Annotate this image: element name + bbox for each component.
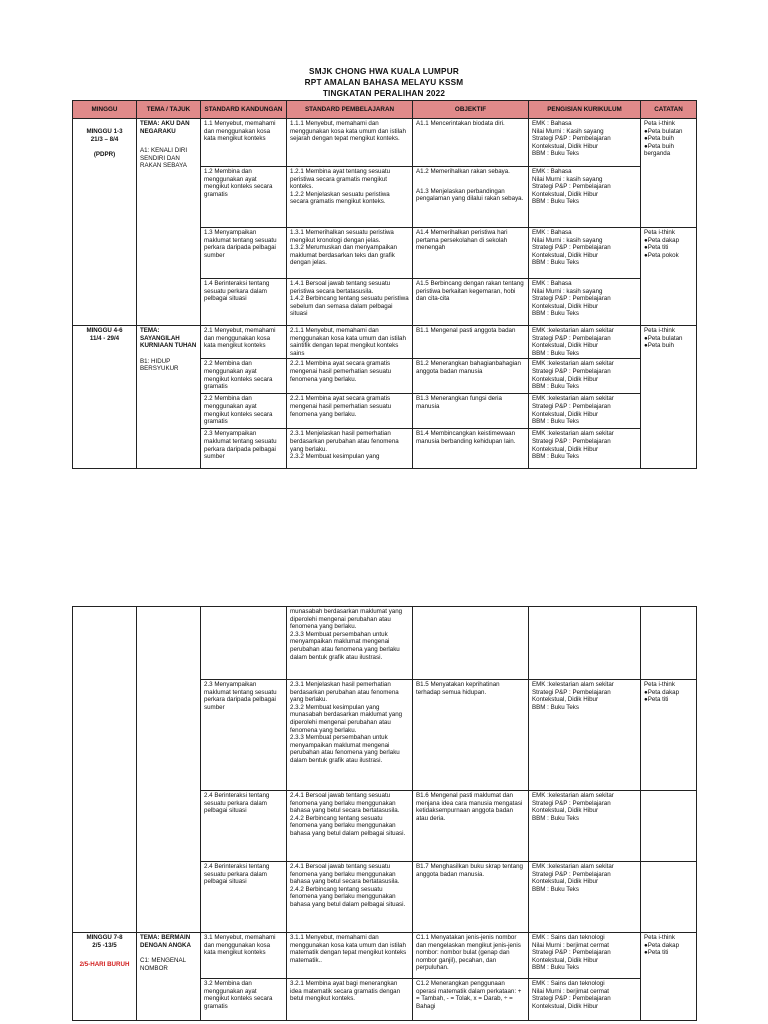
col-header: MINGGU <box>73 101 137 119</box>
notes-cell <box>641 607 697 680</box>
curriculum-line: Strategi P&P : Pembelajaran <box>532 437 611 445</box>
objective-cell <box>413 167 529 228</box>
week-label: MINGGU 4-6 <box>86 327 123 334</box>
notes-line: Peta i-think <box>644 229 675 236</box>
curriculum-line: Strategi P&P : Pembelajaran <box>532 295 611 303</box>
notes-line: Peta i-think <box>644 681 675 688</box>
topic-title: C1: MENGENAL NOMBOR <box>140 957 186 972</box>
curriculum-line: Kontekstual, Didik Hibur <box>532 807 599 815</box>
curriculum-cell <box>529 326 641 359</box>
curriculum-cell <box>529 933 641 979</box>
notes-line: ●Peta pokok <box>644 251 679 259</box>
sk-cell: 2.2 Membina dan menggunakan ayat mengikut konteks secara gramatis <box>201 394 287 429</box>
curriculum-line: BBM : Buku Teks <box>532 885 579 893</box>
curriculum-cell <box>529 279 641 326</box>
notes-line: ●Peta dakap <box>644 236 680 244</box>
curriculum-cell <box>529 607 641 680</box>
curriculum-line: Kontekstual, Didik Hibur <box>532 1002 599 1010</box>
curriculum-line: EMK : Sains dan teknologi <box>532 980 605 987</box>
curriculum-cell <box>529 862 641 933</box>
notes-cell <box>641 228 697 326</box>
curriculum-line: Kontekstual, Didik Hibur <box>532 251 599 259</box>
curriculum-line: EMK :kelestarian alam sekitar <box>532 863 614 870</box>
objective-cell: B1.3 Menerangkan fungsi deria manusia <box>413 394 529 429</box>
curriculum-cell <box>529 979 641 1021</box>
sk-cell: 2.3 Menyampaikan maklumat tentang sesuatu perkara daripada pelbagai sumber <box>201 429 287 469</box>
sk-cell: 1.2 Membina dan menggunakan ayat mengikut konteks secara gramatis <box>201 167 287 228</box>
theme-title: TEMA: BERMAIN DENGAN ANGKA <box>140 934 191 949</box>
week-dates: 21/3 – 8/4 <box>90 135 119 143</box>
week-cell <box>73 933 137 1021</box>
week-label: MINGGU 1-3 <box>86 128 123 135</box>
curriculum-line: Kontekstual, Didik Hibur <box>532 878 599 886</box>
curriculum-line: Kontekstual, Didik Hibur <box>532 696 599 704</box>
curriculum-line: Strategi P&P : Pembelajaran <box>532 334 611 342</box>
sp-cell: munasabah berdasarkan maklumat yang diperolehi mengenai perubahan atau fenomena yang berlaku. 2.3.3 Membuat persembahan untuk menyampaikan maklumat mengenai perubahan atau fenomena yang berlaku dalam bentuk grafik atau ilustrasi. <box>287 607 413 680</box>
notes-line: ●Peta dakap <box>644 688 680 696</box>
curriculum-line: BBM : Buku Teks <box>532 418 579 426</box>
sk-cell: 3.2 Membina dan menggunakan ayat mengikut konteks secara gramatis <box>201 979 287 1021</box>
theme-title: TEMA: AKU DAN NEGARAKU <box>140 120 190 135</box>
week-dates: 11/4 - 29/4 <box>89 334 120 342</box>
rpt-table-page-2 <box>72 606 697 1021</box>
notes-line: Peta i-think <box>644 120 675 127</box>
col-header: STANDARD PEMBELAJARAN <box>287 101 413 119</box>
curriculum-line: EMK : Sains dan teknologi <box>532 934 605 941</box>
theme-cell <box>137 326 201 469</box>
sk-cell: 1.3 Menyampaikan maklumat tentang sesuatu perkara daripada pelbagai sumber <box>201 228 287 279</box>
table-row <box>73 119 697 167</box>
curriculum-line: BBM : Buku Teks <box>532 964 579 972</box>
notes-line: ●Peta bulatan <box>644 334 683 342</box>
objective-cell: B1.7 Menghasilkan buku skrap tentang anggota badan manusia. <box>413 862 529 933</box>
curriculum-line: EMK :kelestarian alam sekitar <box>532 430 614 438</box>
sp-cell: 2.3.1 Menjelaskan hasil pemerhatian berdasarkan perubahan atau fenomena yang berlaku. 2.3.2 Membuat kesimpulan yang munasabah berdasarkan maklumat yang diperolehi mengenai perubahan atau fenomena yang berlaku. 2.3.3 Membuat persembahan untuk menyampaikan maklumat mengenai perubahan atau fenomena yang berlaku dalam bentuk grafik atau ilustrasi. <box>287 680 413 791</box>
notes-cell <box>641 791 697 862</box>
curriculum-line: Strategi P&P : Pembelajaran <box>532 995 611 1003</box>
objective-cell: B1.1 Mengenal pasti anggota badan <box>413 326 529 359</box>
curriculum-line: Kontekstual, Didik Hibur <box>532 342 599 350</box>
theme-cell <box>137 607 201 933</box>
document-header <box>0 66 768 99</box>
curriculum-line: BBM : Buku Teks <box>532 814 579 822</box>
notes-line: ●Peta titi <box>644 244 669 252</box>
col-header: OBJEKTIF <box>413 101 529 119</box>
sk-cell: 2.2 Membina dan menggunakan ayat mengikut konteks secara gramatis <box>201 359 287 394</box>
notes-cell <box>641 119 697 228</box>
curriculum-line: BBM : Buku Teks <box>532 198 579 206</box>
curriculum-line: EMK :kelestarian alam sekitar <box>532 327 614 334</box>
curriculum-line: BBM : Buku Teks <box>532 259 579 267</box>
curriculum-line: BBM : Buku Teks <box>532 349 579 357</box>
notes-cell <box>641 680 697 791</box>
curriculum-line: Nilai Murni : berjimat cermat <box>532 941 610 949</box>
sp-cell: 3.2.1 Membina ayat bagi menerangkan idea matematik secara gramatis dengan betul mengikut konteks. <box>287 979 413 1021</box>
curriculum-line: Strategi P&P : Pembelajaran <box>532 183 611 191</box>
sk-cell <box>201 607 287 680</box>
col-header: STANDARD KANDUNGAN <box>201 101 287 119</box>
sp-cell: 2.2.1 Membina ayat secara gramatis mengenai hasil pemerhatian sesuatu fenomena yang berlaku. <box>287 359 413 394</box>
objective-line: A1.2 Memerihalkan rakan sebaya. <box>416 168 510 175</box>
curriculum-cell <box>529 167 641 228</box>
col-header: PENGISIAN KURIKULUM <box>529 101 641 119</box>
sk-cell: 2.4 Berinteraksi tentang sesuatu perkara dalam pelbagai situasi <box>201 862 287 933</box>
sp-cell: 2.2.1 Membina ayat secara gramatis mengenai hasil pemerhatian sesuatu fenomena yang berlaku. <box>287 394 413 429</box>
objective-cell: B1.5 Menyatakan keprihatinan terhadap semua hidupan. <box>413 680 529 791</box>
curriculum-line: Strategi P&P : Pembelajaran <box>532 244 611 252</box>
notes-line: ●Peta buih <box>644 342 674 350</box>
theme-cell <box>137 933 201 1021</box>
topic-title: A1: KENALI DIRI SENDIRI DAN RAKAN SEBAYA <box>140 147 188 170</box>
holiday-note: 2/5-HARI BURUH <box>79 961 130 969</box>
sp-cell: 2.4.1 Bersoal jawab tentang sesuatu fenomena yang berlaku menggunakan bahasa yang betul secara bertatasusila. 2.4.2 Berbincang tentang sesuatu fenomena yang berlaku menggunakan bahasa yang betul dalam pelbagai situasi. <box>287 791 413 862</box>
week-cell <box>73 326 137 469</box>
notes-line: ●Peta buih berganda <box>644 142 674 158</box>
objective-cell: A1.5 Berbincang dengan rakan tentang peristiwa berkaitan kegemaran, hobi dan cita-cita <box>413 279 529 326</box>
topic-title: B1: HIDUP BERSYUKUR <box>140 357 179 373</box>
objective-cell: C1.2 Menerangkan penggunaan operasi matematik dalam perkataan: + = Tambah, - = Tolak, x = Darab, ÷ = Bahagi <box>413 979 529 1021</box>
theme-title: TEMA: SAYANGILAH KURNIAAN TUHAN <box>140 327 197 350</box>
notes-line: Peta i-think <box>644 327 675 334</box>
curriculum-line: EMK :kelestarian alam sekitar <box>532 360 614 368</box>
curriculum-line: Strategi P&P : Pembelajaran <box>532 799 611 807</box>
objective-cell: B1.6 Mengenal pasti maklumat dan menjana idea cara manusia mengatasi ketidaksempurnaan anggota badan atau deria. <box>413 791 529 862</box>
sp-cell: 1.4.1 Bersoal jawab tentang sesuatu peristiwa secara bertatasusila. 1.4.2 Berbincang tentang sesuatu peristiwa sebelum dan semasa dalam pelbagai situasi <box>287 279 413 326</box>
objective-cell: A1.1 Mencerintakan biodata diri. <box>413 119 529 167</box>
curriculum-line: Nilai Murni : kasih sayang <box>532 175 603 183</box>
curriculum-line: Nilai Murni : Kasih sayang <box>532 127 604 135</box>
curriculum-line: Kontekstual, Didik Hibur <box>532 190 599 198</box>
notes-line: ●Peta dakap <box>644 941 680 949</box>
week-note: (PDPR) <box>93 151 116 159</box>
curriculum-line: EMK :kelestarian alam sekitar <box>532 395 614 403</box>
col-header: TEMA / TAJUK <box>137 101 201 119</box>
sp-cell: 3.1.1 Menyebut, memahami dan menggunakan kosa kata umum dan istilah matematik dengan tepat mengikut konteks matematik.. <box>287 933 413 979</box>
curriculum-line: Strategi P&P : Pembelajaran <box>532 135 611 143</box>
curriculum-line: Kontekstual, Didik Hibur <box>532 375 599 383</box>
table-header-row <box>73 101 697 119</box>
curriculum-line: Strategi P&P : Pembelajaran <box>532 870 611 878</box>
curriculum-line: Kontekstual, Didik Hibur <box>532 142 599 150</box>
curriculum-line: BBM : Buku Teks <box>532 453 579 461</box>
curriculum-cell <box>529 119 641 167</box>
curriculum-line: EMK :kelestarian alam sekitar <box>532 792 614 799</box>
week-cell <box>73 119 137 326</box>
curriculum-line: EMK : Bahasa <box>532 280 572 287</box>
curriculum-line: Kontekstual, Didik Hibur <box>532 445 599 453</box>
table-row <box>73 607 697 680</box>
sp-cell: 2.1.1 Menyebut, memahami dan menggunakan kosa kata umum dan istilah saintifik dengan tepat mengikut konteks sains <box>287 326 413 359</box>
curriculum-line: EMK : Bahasa <box>532 168 572 175</box>
notes-cell <box>641 862 697 933</box>
sk-cell: 1.1 Menyebut, memahami dan menggunakan kosa kata mengikut konteks <box>201 119 287 167</box>
notes-cell <box>641 933 697 1021</box>
notes-cell <box>641 326 697 469</box>
notes-line: ●Peta bulatan <box>644 127 683 135</box>
week-dates: 2/5 -13/5 <box>92 941 117 949</box>
curriculum-line: EMK :kelestarian alam sekitar <box>532 681 614 688</box>
curriculum-line: Nilai Murni : berjimat cermat <box>532 987 610 995</box>
curriculum-line: EMK : Bahasa <box>532 229 572 236</box>
objective-cell: B1.4 Membincangkan keistimewaan manusia berbanding kehidupan lain. <box>413 429 529 469</box>
curriculum-line: BBM : Buku Teks <box>532 383 579 391</box>
curriculum-line: Nilai Murni : kasih sayang <box>532 236 603 244</box>
objective-cell: C1.1 Menyatakan jenis-jenis nombor dan mengelaskan mengikut jenis-jenis nombor: nombor bulat (genap dan nombor ganjil), pecahan, dan perpuluhan. <box>413 933 529 979</box>
sp-cell: 2.3.1 Menjelaskan hasil pemerhatian berdasarkan perubahan atau fenomena yang berlaku. 2.3.2 Membuat kesimpulan yang <box>287 429 413 469</box>
curriculum-line: BBM : Buku Teks <box>532 150 579 158</box>
objective-cell: B1.2 Menerangkan bahagianbahagian anggota badan manusia <box>413 359 529 394</box>
week-cell <box>73 607 137 933</box>
curriculum-cell <box>529 359 641 394</box>
sk-cell: 3.1 Menyebut, memahami dan menggunakan kosa kata mengikut konteks <box>201 933 287 979</box>
sp-cell: 1.1.1 Menyebut, memahami dan menggunakan kosa kata umum dan istilah sejarah dengan tepat mengikut konteks. <box>287 119 413 167</box>
sk-cell: 2.4 Berinteraksi tentang sesuatu perkara dalam pelbagai situasi <box>201 791 287 862</box>
objective-cell: A1.4 Memerihalkan peristiwa hari pertama persekolahan di sekolah menengah <box>413 228 529 279</box>
notes-line: ●Peta titi <box>644 949 669 957</box>
sk-cell: 1.4 Berinteraksi tentang sesuatu perkara dalam pelbagai situasi <box>201 279 287 326</box>
curriculum-line: Nilai Murni : kasih sayang <box>532 287 603 295</box>
document-level: TINGKATAN PERALIHAN 2022 <box>322 89 446 98</box>
curriculum-cell <box>529 680 641 791</box>
objective-line: A1.3 Menjelaskan perbandingan pengalaman yang dilalui rakan sebaya. <box>416 187 524 203</box>
school-name: SMJK CHONG HWA KUALA LUMPUR <box>309 67 459 76</box>
notes-line: ●Peta buih <box>644 135 674 143</box>
curriculum-line: EMK : Bahasa <box>532 120 572 127</box>
curriculum-line: Strategi P&P : Pembelajaran <box>532 688 611 696</box>
curriculum-line: BBM : Buku Teks <box>532 310 579 318</box>
sk-cell: 2.1 Menyebut, memahami dan menggunakan kosa kata mengikut konteks <box>201 326 287 359</box>
curriculum-line: Strategi P&P : Pembelajaran <box>532 949 611 957</box>
curriculum-line: Kontekstual, Didik Hibur <box>532 956 599 964</box>
curriculum-cell <box>529 394 641 429</box>
sk-cell: 2.3 Menyampaikan maklumat tentang sesuatu perkara daripada pelbagai sumber <box>201 680 287 791</box>
curriculum-line: BBM : Buku Teks <box>532 703 579 711</box>
objective-cell <box>413 607 529 680</box>
theme-cell <box>137 119 201 326</box>
document-title: RPT AMALAN BAHASA MELAYU KSSM <box>304 78 464 87</box>
curriculum-line: Strategi P&P : Pembelajaran <box>532 367 611 375</box>
col-header: CATATAN <box>641 101 697 119</box>
sp-cell: 1.2.1 Membina ayat tentang sesuatu peristiwa secara gramatis mengikut konteks. 1.2.2 Menjelaskan sesuatu peristiwa secara gramatis mengikut konteks. <box>287 167 413 228</box>
table-row <box>73 326 697 359</box>
curriculum-line: Kontekstual, Didik Hibur <box>532 410 599 418</box>
sp-cell: 1.3.1 Memerihalkan sesuatu peristiwa mengikut kronologi dengan jelas. 1.3.2 Merumuskan dan menyampaikan maklumat berdasarkan teks dan grafik dengan jelas. <box>287 228 413 279</box>
curriculum-line: Kontekstual, Didik Hibur <box>532 302 599 310</box>
curriculum-cell <box>529 429 641 469</box>
curriculum-cell <box>529 791 641 862</box>
curriculum-line: Strategi P&P : Pembelajaran <box>532 402 611 410</box>
week-label: MINGGU 7-8 <box>86 934 123 941</box>
curriculum-cell <box>529 228 641 279</box>
table-row <box>73 933 697 979</box>
notes-line: Peta i-think <box>644 934 675 941</box>
sp-cell: 2.4.1 Bersoal jawab tentang sesuatu fenomena yang berlaku menggunakan bahasa yang betul secara bertatasusila. 2.4.2 Berbincang tentang sesuatu fenomena yang berlaku menggunakan bahasa yang betul dalam pelbagai situasi. <box>287 862 413 933</box>
notes-line: ●Peta titi <box>644 696 669 704</box>
rpt-table-page-1 <box>72 100 697 469</box>
